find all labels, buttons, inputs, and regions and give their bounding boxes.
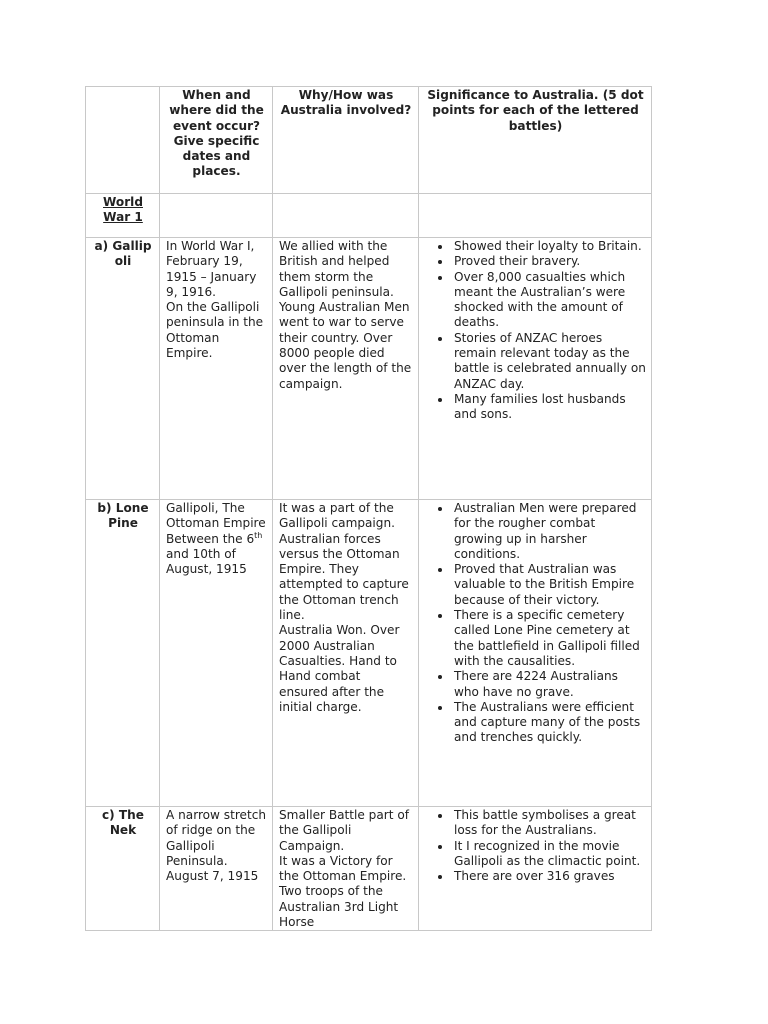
- significance-list-gallipoli: [425, 239, 646, 423]
- list-item: • Proved their bravery.: [452, 254, 646, 269]
- row-label-the-nek: c) The Nek: [86, 807, 160, 931]
- significance-list-lone-pine: [425, 501, 646, 746]
- table-row-lone-pine: [86, 500, 652, 807]
- table-row-gallipoli: [86, 238, 652, 500]
- row-label-gallipoli: a) Gallipoli: [86, 238, 160, 500]
- significance-list-the-nek: [425, 808, 646, 884]
- header-why-how: Why/How was Australia involved?: [273, 87, 419, 194]
- why-how-gallipoli: We allied with the British and helped them storm the Gallipoli peninsula. Young Australian Men went to war to serve their country. Over 8000 people died over the length of the campaign.: [273, 238, 419, 500]
- empty-cell: [419, 194, 652, 238]
- header-significance: Significance to Australia. (5 dot points for each of the lettered battles): [419, 87, 652, 194]
- why-how-lone-pine: It was a part of the Gallipoli campaign. Australian forces versus the Ottoman Empire. They attempted to capture the Ottoman trench line. Australia Won. Over 2000 Australian Casualties. Hand to Hand combat ensured after the initial charge.: [273, 500, 419, 807]
- list-item: • Over 8,000 casualties which meant the Australian’s were shocked with the amount of deaths.: [452, 270, 646, 331]
- list-item: • There is a specific cemetery called Lone Pine cemetery at the battlefield in Gallipoli filled with the causalities.: [452, 608, 646, 669]
- header-row: [86, 87, 652, 194]
- list-item: • Many families lost husbands and sons.: [452, 392, 646, 423]
- significance-lone-pine: [419, 500, 652, 807]
- when-where-lone-pine: [160, 500, 273, 807]
- list-item: • Proved that Australian was valuable to the British Empire because of their victory.: [452, 562, 646, 608]
- row-label-lone-pine: b) Lone Pine: [86, 500, 160, 807]
- list-item: • There are over 316 graves: [452, 869, 646, 884]
- when-where-gallipoli: In World War I, February 19, 1915 – January 9, 1916. On the Gallipoli peninsula in the Ottoman Empire.: [160, 238, 273, 500]
- when-text-part: and 10th of August, 1915: [166, 546, 247, 577]
- when-text-part: Gallipoli, The Ottoman Empire Between the 6: [166, 501, 266, 546]
- list-item: • This battle symbolises a great loss for the Australians.: [452, 808, 646, 839]
- list-item: • Showed their loyalty to Britain.: [452, 239, 646, 254]
- list-item: • It I recognized in the movie Gallipoli as the climactic point.: [452, 839, 646, 870]
- section-row-world-war-1: [86, 194, 652, 238]
- empty-cell: [160, 194, 273, 238]
- list-item: • Stories of ANZAC heroes remain relevant today as the battle is celebrated annually on ANZAC day.: [452, 331, 646, 392]
- history-table: [85, 86, 652, 931]
- table-row-the-nek: [86, 807, 652, 931]
- header-when-where: When and where did the event occur? Give specific dates and places.: [160, 87, 273, 194]
- header-cell-empty: [86, 87, 160, 194]
- empty-cell: [273, 194, 419, 238]
- list-item: • The Australians were efficient and capture many of the posts and trenches quickly.: [452, 700, 646, 746]
- ordinal-suffix: th: [254, 530, 263, 540]
- significance-gallipoli: [419, 238, 652, 500]
- list-item: • Australian Men were prepared for the rougher combat growing up in harsher conditions.: [452, 501, 646, 562]
- when-where-the-nek: A narrow stretch of ridge on the Gallipoli Peninsula. August 7, 1915: [160, 807, 273, 931]
- section-label-world-war-1: World War 1: [86, 194, 160, 238]
- significance-the-nek: [419, 807, 652, 931]
- list-item: • There are 4224 Australians who have no grave.: [452, 669, 646, 700]
- why-how-the-nek: Smaller Battle part of the Gallipoli Campaign. It was a Victory for the Ottoman Empire. Two troops of the Australian 3rd Light Horse: [273, 807, 419, 931]
